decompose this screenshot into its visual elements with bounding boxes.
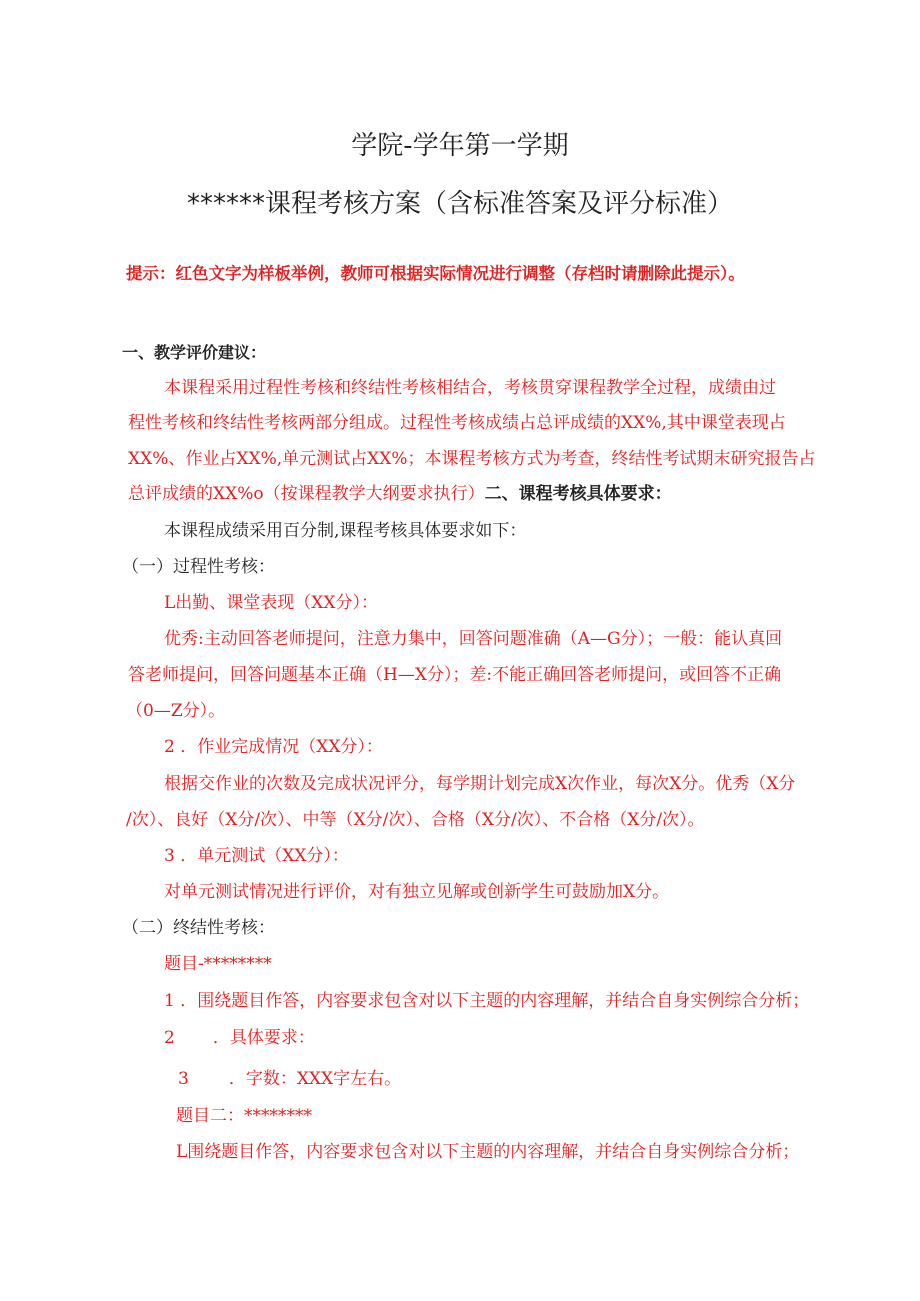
section2-heading: 二、课程考核具体要求：	[484, 484, 672, 504]
process-assessment-heading: （一）过程性考核：	[122, 557, 275, 577]
item1-line: （0—Z分）。	[126, 701, 226, 721]
topic1-requirement-3-number: 3	[178, 1069, 189, 1089]
item1-line: 优秀:主动回答老师提问，注意力集中，回答问题准确（A—G分）；一般：能认真回	[164, 629, 783, 649]
section1-line: 总评成绩的XX%o（按课程教学大纲要求执行）	[128, 484, 485, 504]
tip-note: 提示：红色文字为样板举例，教师可根据实际情况进行调整（存档时请删除此提示）。	[126, 264, 745, 283]
topic1-requirement-3-text: ．字数：XXX字左右。	[228, 1069, 402, 1089]
topic1-requirement-2-text: ．具体要求：	[212, 1028, 315, 1048]
section1-line: 本课程采用过程性考核和终结性考核相结合，考核贯穿课程教学全过程，成绩由过	[164, 378, 776, 398]
topic2-requirement-1: L围绕题目作答，内容要求包含对以下主题的内容理解，并结合自身实例综合分析；	[176, 1142, 800, 1162]
item2-title: 2 ．作业完成情况（XX分）：	[164, 737, 383, 757]
topic1-title: 题目-********	[164, 954, 272, 974]
topic1-requirement-2-number: 2	[164, 1028, 175, 1048]
document-title: 学院-学年第一学期	[351, 131, 569, 161]
section1-heading: 一、教学评价建议：	[122, 343, 267, 362]
section1-line: XX%、作业占XX%,单元测试占XX%；本课程考核方式为考查，终结性考试期末研究报告占	[128, 449, 816, 469]
topic1-requirement-3	[178, 1068, 401, 1090]
section2-intro: 本课程成绩采用百分制,课程考核具体要求如下：	[164, 521, 527, 541]
topic2-title: 题目二：********	[176, 1106, 312, 1126]
topic1-requirement-2	[164, 1027, 315, 1049]
item2-line: /次）、良好（X分/次）、中等（X分/次）、合格（X分/次）、不合格（X分/次）。	[126, 810, 705, 830]
item2-line: 根据交作业的次数及完成状况评分，每学期计划完成X次作业，每次X分。优秀（X分	[164, 774, 796, 794]
document-subtitle: ******课程考核方案（含标准答案及评分标准）	[186, 189, 733, 219]
topic1-requirement-1: 1 ．围绕题目作答，内容要求包含对以下主题的内容理解，并结合自身实例综合分析；	[164, 991, 810, 1011]
section1-last-line	[128, 483, 672, 505]
item1-title: L出勤、课堂表现（XX分）：	[164, 593, 378, 613]
item3-title: 3 ．单元测试（XX分）：	[164, 846, 349, 866]
item1-line: 答老师提问，回答问题基本正确（H—X分）；差:不能正确回答老师提问，或回答不正确	[128, 665, 782, 685]
final-assessment-heading: （二）终结性考核：	[122, 918, 275, 938]
section1-line: 程性考核和终结性考核两部分组成。过程性考核成绩占总评成绩的XX%,其中课堂表现占	[128, 413, 786, 433]
item3-line: 对单元测试情况进行评价，对有独立见解或创新学生可鼓励加X分。	[164, 882, 670, 902]
